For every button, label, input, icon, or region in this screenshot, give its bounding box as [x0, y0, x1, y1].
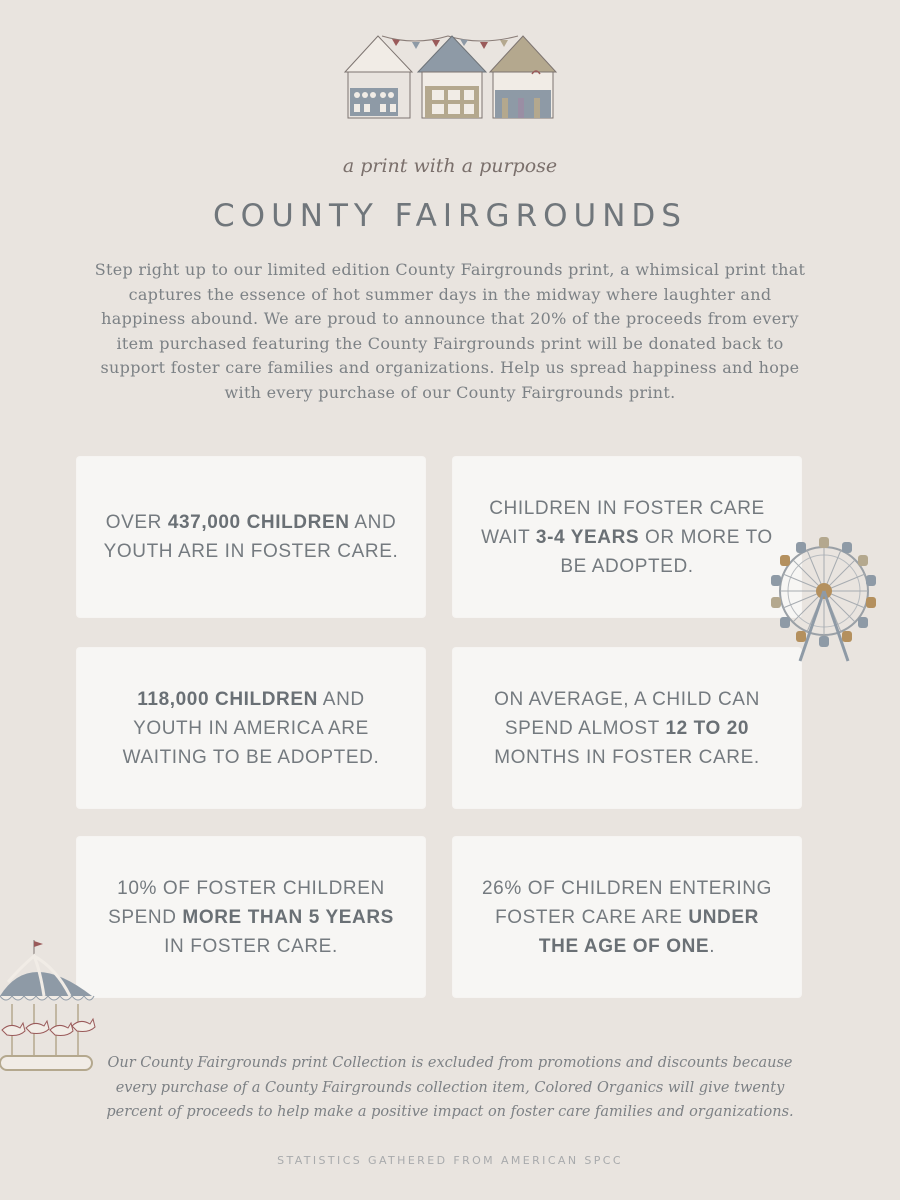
stat-card — [77, 837, 425, 997]
stat-text: 26% OF CHILDREN ENTERING FOSTER CARE ARE UNDER THE AGE OF ONE. — [482, 877, 772, 957]
stat-text: 118,000 CHILDREN AND YOUTH IN AMERICA ARE WAITING TO BE ADOPTED. — [122, 688, 380, 768]
stat-card — [453, 837, 801, 997]
carousel-icon — [0, 938, 96, 1074]
source-note: STATISTICS GATHERED FROM AMERICAN SPCC — [277, 1154, 623, 1167]
stat-card — [77, 457, 425, 617]
stat-card — [453, 648, 801, 808]
stat-text: OVER 437,000 CHILDREN AND YOUTH ARE IN FOSTER CARE. — [103, 512, 399, 562]
ferris-wheel-icon — [762, 535, 890, 665]
intro-paragraph: Step right up to our limited edition County Fairgrounds print, a whimsical print that captures the essence of hot summer days in the midway where laughter and happiness abound. We are proud to announce that 20% of the proceeds from every item purchased featuring the County Fairgrounds print will be donated back to support foster care families and organizations. Help us spread happiness and hope with every purchase of our County Fairgrounds print. — [94, 260, 806, 402]
disclaimer-text: Our County Fairgrounds print Collection is excluded from promotions and discounts because every purchase of a County Fairgrounds collection item, Colored Organics will give twenty percent of proceeds to help make a positive impact on foster care families and organizations. — [106, 1055, 794, 1120]
tagline: a print with a purpose — [342, 155, 558, 177]
stat-text: CHILDREN IN FOSTER CARE WAIT 3-4 YEARS OR MORE TO BE ADOPTED. — [481, 497, 773, 577]
stat-text: ON AVERAGE, A CHILD CAN SPEND ALMOST 12 TO 20 MONTHS IN FOSTER CARE. — [494, 688, 760, 768]
fair-tents-icon — [340, 28, 560, 123]
stat-card — [77, 648, 425, 808]
stat-text: 10% OF FOSTER CHILDREN SPEND MORE THAN 5 YEARS IN FOSTER CARE. — [108, 877, 394, 957]
page-title: COUNTY FAIRGROUNDS — [213, 198, 687, 234]
stat-card — [453, 457, 801, 617]
